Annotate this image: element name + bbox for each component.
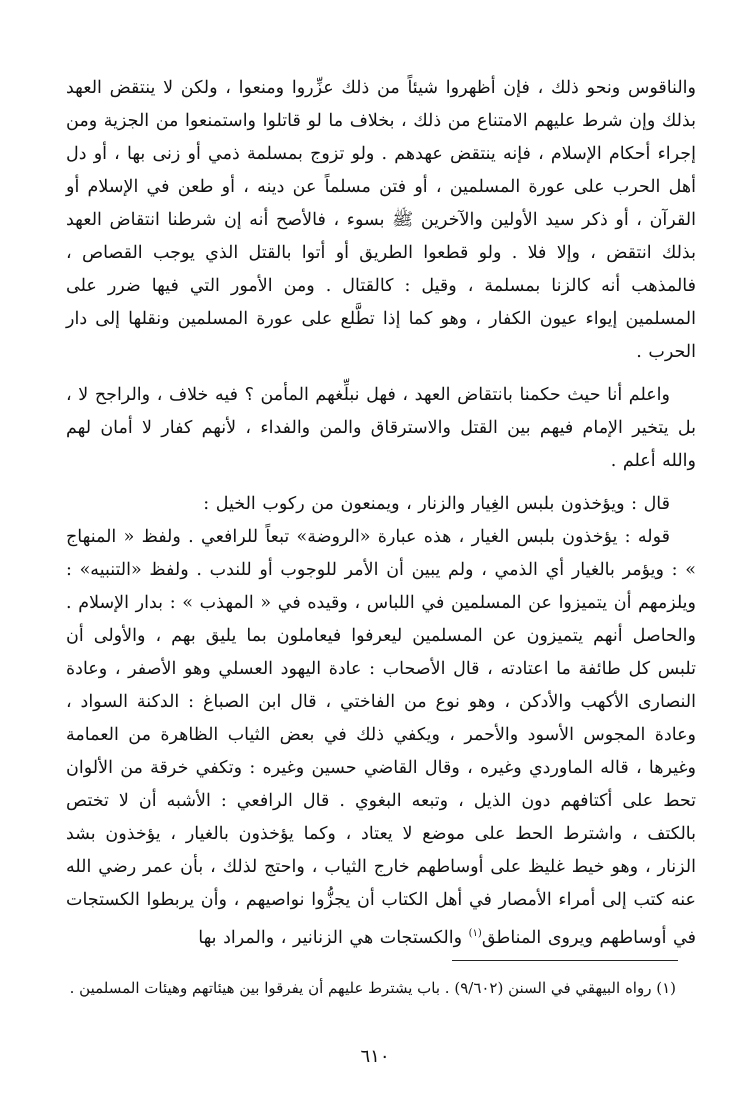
- commentary-text-end: والكستجات هي الزنانير ، والمراد بها: [198, 927, 463, 948]
- footnote: (١) رواه البيهقي في السنن (٩/٦٠٢) . باب يشترط عليهم أن يفرقوا بين هيئاتهم وهيئات المسلمين .: [69, 979, 676, 997]
- matn-heading: قال : ويؤخذون بلبس الغِيار والزنار ، ويمنعون من ركوب الخيل :: [203, 494, 670, 514]
- commentary-text: قوله : يؤخذون بلبس الغيار ، هذه عبارة «الروضة» تبعاً للرافعي . ولفظ « المنهاج » : ويؤمر بالغيار أي الذمي ، ولم يبين أن الأمر للوجوب أو للندب . ولفظ «التنبيه» : ويلزمهم أن يتميزوا عن المسلمين في اللباس ، وقيده في « المهذب » : بدار الإسلام . والحاصل أنهم يتميزون عن المسلمين ليعرفوا فيعاملون بما يليق بهم ، والأولى أن تلبس كل طائفة ما اعتادته ، قال الأصحاب : عادة اليهود العسلي وهو الأصفر ، وعادة النصارى الأكهب والأدكن ، وهو نوع من الفاختي ، قال ابن الصباغ : الدكنة السواد ، وعادة المجوس الأسود والأحمر ، ويكفي ذلك في بعض الثياب الظاهرة من العمامة وغيرها ، قاله الماوردي وغيره ، وقال القاضي حسين وغيره : وتكفي خرقة من الألوان تحط على أكتافهم دون الذيل ، وتبعه البغوي . قال الرافعي : الأشبه أن لا تختص بالكتف ، واشترط الحط على موضع لا يعتاد ، وكما يؤخذون بالغيار ، يؤخذون بشد الزنار ، وهو خيط غليظ على أوساطهم خارج الثياب ، واحتج لذلك ، بأن عمر رضي الله عنه كتب إلى أمراء الأمصار في أهل الكتاب أن يجزُّوا نواصيهم ، وأن يربطوا الكستجات في أوساطهم ويروى المناطق: [66, 527, 696, 948]
- page-body: [66, 72, 696, 955]
- footnote-marker: (١): [468, 928, 482, 939]
- page-number: ٦١٠: [360, 1046, 390, 1067]
- paragraph-1: والناقوس ونحو ذلك ، فإن أظهروا شيئاً من ذلك عزِّروا ومنعوا ، ولكن لا ينتقض العهد بذلك وإن شرط عليهم الامتناع من ذلك ، بخلاف ما لو قاتلوا واستمنعوا من الجزية ومن إجراء أحكام الإسلام ، فإنه ينتقض عهدهم . ولو تزوج بمسلمة ذمي أو زنى بها ، أو دل أهل الحرب على عورة المسلمين ، أو فتن مسلماً عن دينه ، أو طعن في الإسلام أو القرآن ، أو ذكر سيد الأولين والآخرين ﷺ بسوء ، فالأصح أنه إن شرطنا انتقاض العهد بذلك انتقض ، وإلا فلا . ولو قطعوا الطريق أو أتوا بالقتل الذي يوجب القصاص ، فالمذهب أنه كالزنا بمسلمة ، وقيل : كالقتال . ومن الأمور التي فيها ضرر على المسلمين إيواء عيون الكفار ، وهو كما إذا تطَّلع على عورة المسلمين ونقلها إلى دار الحرب .: [66, 78, 696, 362]
- footnote-separator: [452, 960, 678, 961]
- paragraph-commentary: [66, 521, 696, 955]
- paragraph-2: واعلم أنا حيث حكمنا بانتقاض العهد ، فهل نبلِّغهم المأمن ؟ فيه خلاف ، والراجح لا ، بل يتخير الإمام فيهم بين القتل والاسترقاق والمن والفداء ، لأنهم كفار لا أمان لهم والله أعلم .: [66, 385, 696, 471]
